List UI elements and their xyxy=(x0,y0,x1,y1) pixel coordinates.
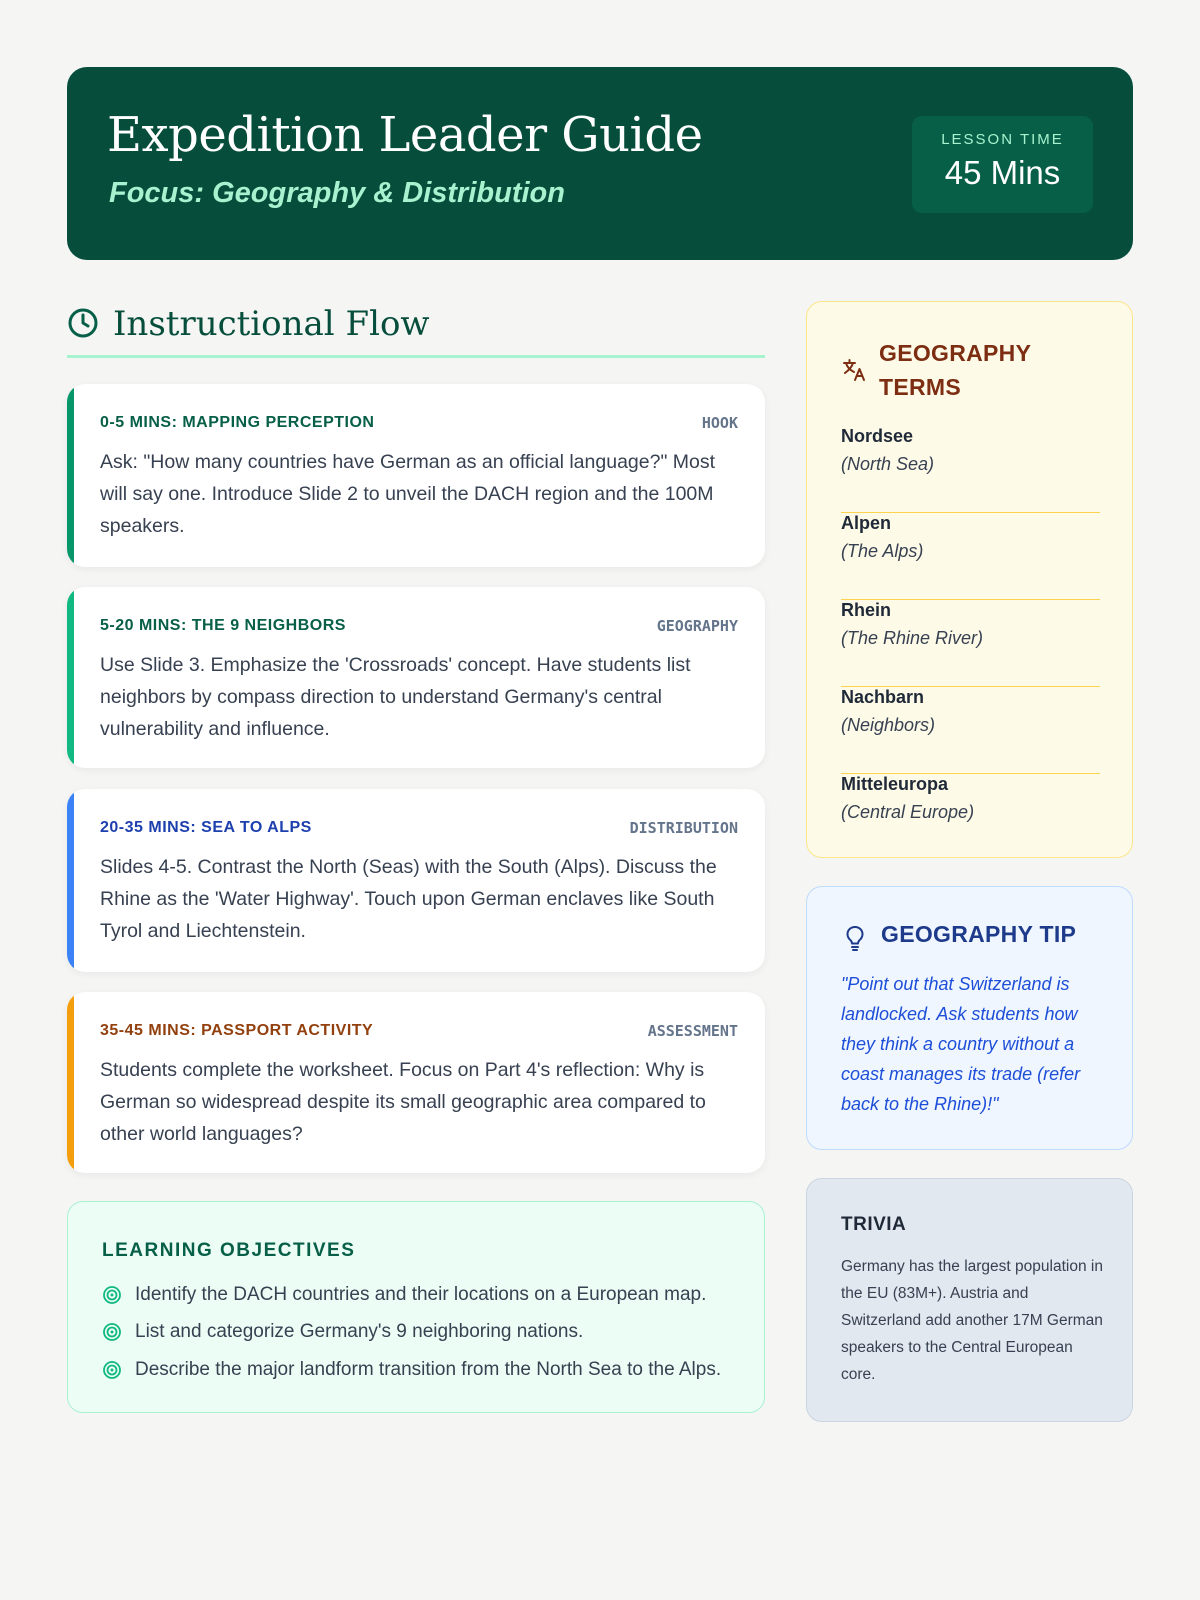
tip-text: "Point out that Switzerland is landlocked. Ask students how they think a country without a coast manages its trade (refer back to the Rhine)!" xyxy=(841,974,1081,1114)
trivia-panel xyxy=(806,1178,1133,1422)
lesson-time-label: LESSON TIME xyxy=(941,131,1064,148)
tip-title: GEOGRAPHY TIP xyxy=(881,921,1077,947)
trivia-title: TRIVIA xyxy=(841,1214,907,1235)
term-item xyxy=(841,600,1100,687)
step-time-label: 20-35 MINS: SEA TO ALPS xyxy=(100,819,312,836)
objective-item xyxy=(102,1351,721,1389)
objective-item xyxy=(102,1314,721,1352)
step-tag: HOOK xyxy=(701,414,738,432)
term-item xyxy=(841,687,1100,774)
term-item xyxy=(841,513,1100,600)
term-german: Alpen xyxy=(841,513,892,533)
trivia-text: Germany has the largest population in the EU (83M+). Austria and Switzerland add another 17M German speakers to the Central European core. xyxy=(841,1258,1103,1383)
terms-title xyxy=(879,336,1031,404)
step-time-label: 0-5 MINS: MAPPING PERCEPTION xyxy=(100,414,375,431)
target-icon xyxy=(102,1360,122,1380)
page-title: Expedition Leader Guide xyxy=(107,107,703,163)
step-description: Use Slide 3. Emphasize the 'Crossroads' concept. Have students list neighbors by compass direction to understand Germany's central vulnerability and influence. xyxy=(100,654,691,740)
objective-item xyxy=(102,1276,721,1314)
term-english: (The Rhine River) xyxy=(841,628,984,648)
objective-text: List and categorize Germany's 9 neighboring nations. xyxy=(135,1321,584,1343)
geography-terms-panel xyxy=(806,301,1133,858)
translate-icon xyxy=(841,356,867,382)
term-english: (North Sea) xyxy=(841,454,935,474)
flow-step-assessment xyxy=(67,992,765,1173)
guide-header xyxy=(67,67,1133,260)
term-english: (Central Europe) xyxy=(841,802,975,822)
target-icon xyxy=(102,1285,122,1305)
terms-title-line2: TERMS xyxy=(879,374,961,400)
flow-step-hook xyxy=(67,384,765,567)
objectives-list xyxy=(102,1276,721,1389)
target-icon xyxy=(102,1322,122,1342)
section-title: Instructional Flow xyxy=(113,304,430,344)
clock-icon xyxy=(67,307,99,339)
term-item xyxy=(841,426,1100,513)
geography-tip-panel xyxy=(806,886,1133,1150)
flow-step-distribution xyxy=(67,789,765,972)
step-tag: ASSESSMENT xyxy=(647,1022,738,1040)
lesson-time-box xyxy=(912,116,1093,213)
step-tag: DISTRIBUTION xyxy=(629,819,738,837)
term-german: Nachbarn xyxy=(841,687,925,707)
term-english: (The Alps) xyxy=(841,541,924,561)
term-item xyxy=(841,774,1100,861)
step-tag: GEOGRAPHY xyxy=(656,617,738,635)
lightbulb-icon xyxy=(843,924,867,952)
objectives-title: LEARNING OBJECTIVES xyxy=(102,1240,356,1261)
term-german: Nordsee xyxy=(841,426,914,446)
instructional-flow-heading xyxy=(67,302,765,358)
step-time-label: 35-45 MINS: PASSPORT ACTIVITY xyxy=(100,1022,374,1039)
term-english: (Neighbors) xyxy=(841,715,936,735)
step-description: Students complete the worksheet. Focus on Part 4's reflection: Why is German so widespread despite its small geographic area compared to other world languages? xyxy=(100,1059,706,1145)
term-german: Mitteleuropa xyxy=(841,774,949,794)
page-subtitle: Focus: Geography & Distribution xyxy=(109,177,565,209)
step-description: Slides 4-5. Contrast the North (Seas) with the South (Alps). Discuss the Rhine as the 'Water Highway'. Touch upon German enclaves like South Tyrol and Liechtenstein. xyxy=(100,856,717,942)
lesson-time-value: 45 Mins xyxy=(944,154,1061,191)
objective-text: Describe the major landform transition from the North Sea to the Alps. xyxy=(135,1358,722,1380)
learning-objectives-panel xyxy=(67,1201,765,1413)
objective-text: Identify the DACH countries and their locations on a European map. xyxy=(135,1283,707,1305)
step-time-label: 5-20 MINS: THE 9 NEIGHBORS xyxy=(100,617,346,634)
terms-title-line1: GEOGRAPHY xyxy=(879,340,1032,366)
step-description: Ask: "How many countries have German as an official language?" Most will say one. Introduce Slide 2 to unveil the DACH region and the 100M speakers. xyxy=(100,451,716,537)
flow-step-geography xyxy=(67,587,765,768)
term-german: Rhein xyxy=(841,600,892,620)
